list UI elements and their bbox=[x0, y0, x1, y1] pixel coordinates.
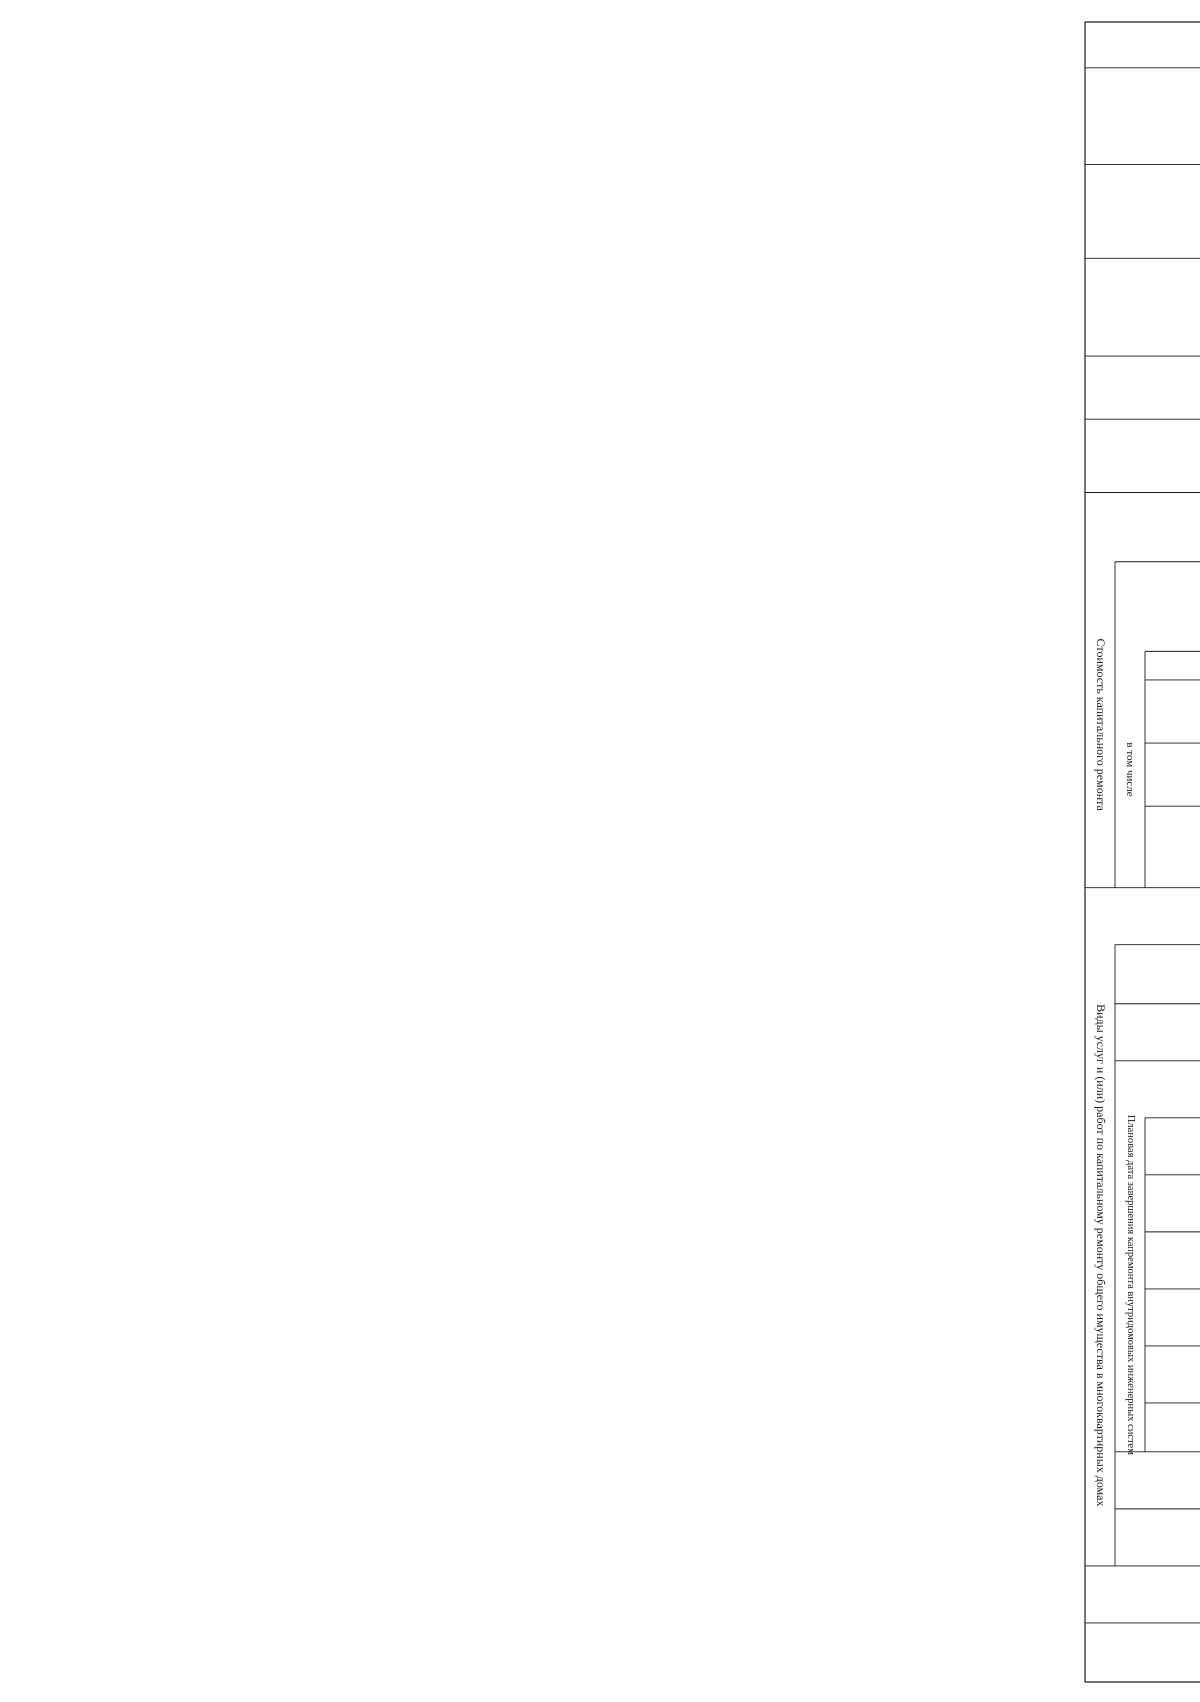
header-cost-group: Стоимость капитального ремонта bbox=[1094, 638, 1109, 811]
header-works-group: Виды услуг и (или) работ по капитальному ремонту общего имущества в многоквартирных домах bbox=[1094, 1004, 1109, 1507]
header-systems-group: Плановая дата завершения капремонта внутридомовых инженерных систем bbox=[1124, 1114, 1136, 1455]
table-text bbox=[1094, 31, 1200, 1688]
header-cost-incl: в том числе bbox=[1124, 742, 1137, 797]
